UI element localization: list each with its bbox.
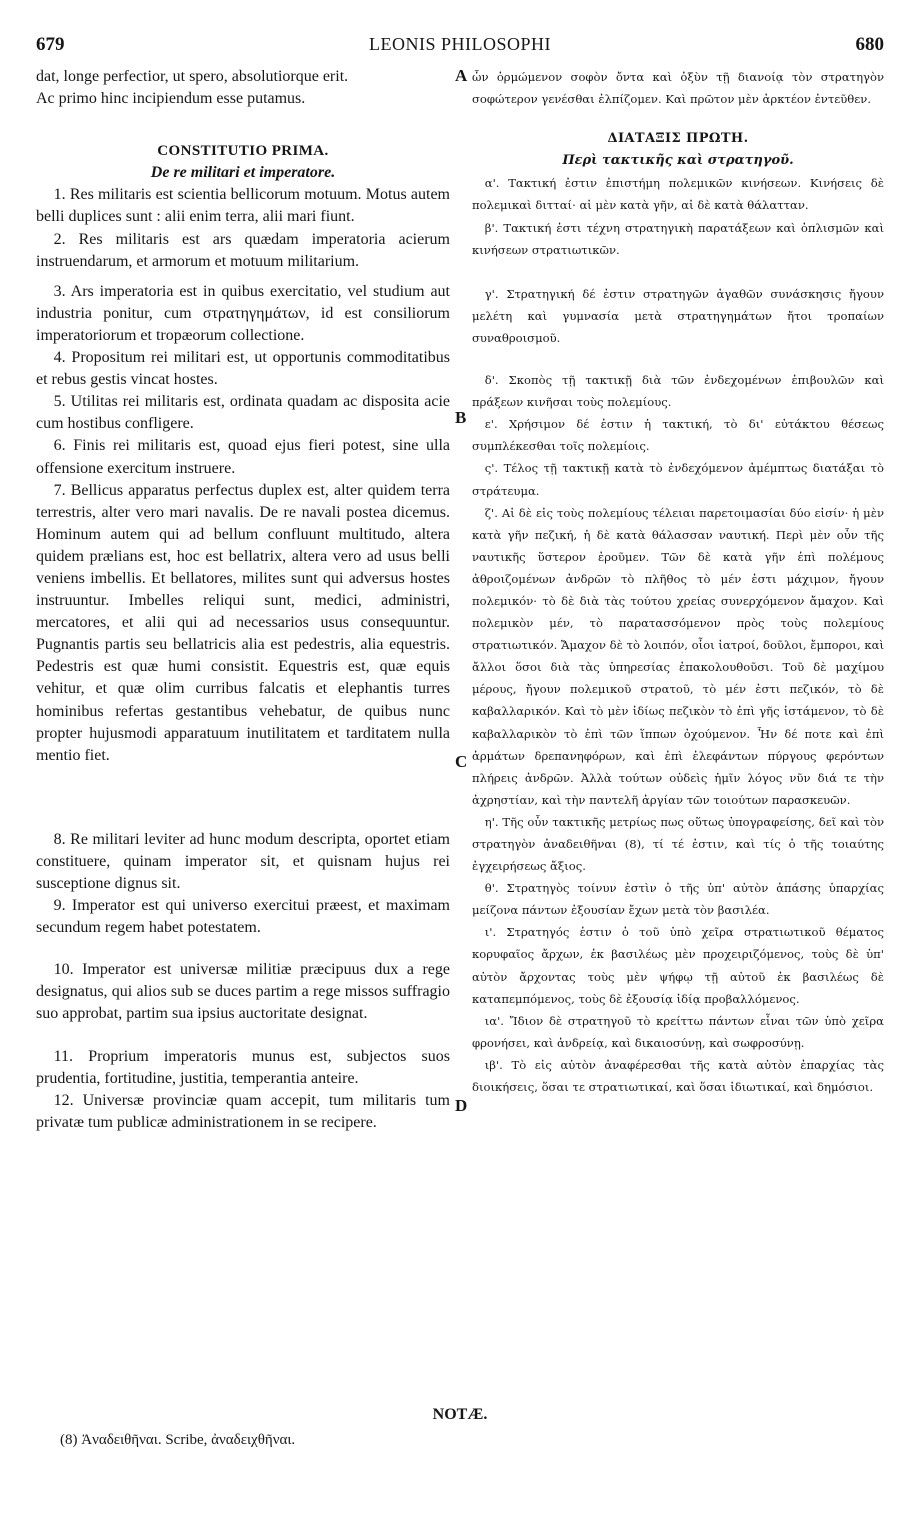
greek-paragraph-2: β'. Τακτική ἐστι τέχνη στρατηγικὴ παρατάξεων καὶ ὁπλισμῶν καὶ κινήσεων στρατιωτικῶν. [472, 220, 884, 257]
footnote-8: (8) Ἀναδειθῆναι. Scribe, ἀναδειχθῆναι. [60, 1432, 296, 1448]
greek-paragraph-10: ι'. Στρατηγός ἐστιν ὁ τοῦ ὑπὸ χεῖρα στρατιωτικοῦ θέματος κορυφαῖος ἄρχων, ἐκ βασιλέως μὲν προχειριζόμενος, τοὺς δὲ ὑπ' αὐτὸν ἄρχοντας τοὺς μὲν ψήφῳ τῇ αὐτοῦ ἐκ βασιλέως δὲ καταπεμπόμενος, τοὺς δὲ ἐξουσίᾳ ἰδίᾳ προβαλλόμενος. [472, 925, 884, 1006]
greek-column [472, 66, 884, 1098]
latin-paragraph-10: 10. Imperator est universæ militiæ præcipuus dux a rege designatus, qui alios sub se duces partim a rege missos suffragio suo approbat, partim sua ipsius auctoritate designat. [36, 961, 450, 1023]
greek-paragraph-4: δ'. Σκοπὸς τῇ τακτικῇ διὰ τῶν ἐνδεχομένων ἐπιβουλῶν καὶ πράξεων κινῆσαι τοὺς πολεμίους. [472, 373, 884, 410]
greek-paragraph-3: γ'. Στρατηγική δέ ἐστιν στρατηγῶν ἀγαθῶν συνάσκησις ἤγουν μελέτη καὶ γυμνασία μετὰ στρατηγημάτων ἤτοι τροπαίων συναθροισμοῦ. [472, 286, 884, 345]
latin-paragraph-2: 2. Res militaris est ars quædam imperatoria acierum instruendarum, et armorum et motuum militarium. [36, 230, 450, 270]
margin-letter-b: B [455, 408, 467, 427]
latin-intro-line-1: dat, longe perfectior, ut spero, absolutiorque erit. [36, 68, 349, 85]
latin-paragraph-7: 7. Bellicus apparatus perfectus duplex est, alter quidem terra terrestris, alter vero mari navalis. De re navali postea dicemus. Hominum autem qui ad bellum confluunt multitudo, altera quidem prælians est, hoc est bellatrix, altera vero ad usus belli veniens imbellis. Et bellatores, milites sunt qui adversus hostes instruuntur. Imbelles reliqui sunt, medici, administri, mercatores, et alii qui ad necessarios usus consequuntur. Pugnantis partis seu bellatricis alia est pedestris, alia equestris. Pedestris est quæ humi consistit. Equestris est, quæ equis vehitur, et quæ olim curribus falcatis et elephantis turres hominibus refertas gestantibus vehebatur, de quibus nunc propter hujusmodi apparatuum inutilitatem et tarditatem nulla mentio fiet. [36, 481, 450, 764]
page-header [36, 34, 884, 58]
latin-intro-line-2: Ac primo hinc incipiendum esse putamus. [36, 90, 306, 108]
greek-paragraph-9: θ'. Στρατηγὸς τοίνυν ἐστὶν ὁ τῆς ὑπ' αὐτὸν ἁπάσης ὑπαρχίας μείζονα πάντων ἐξουσίαν ἔχων μετὰ τὸν βασιλέα. [472, 881, 884, 918]
margin-letter-a: A [455, 66, 468, 85]
greek-intro: ὧν ὁρμώμενον σοφὸν ὄντα καὶ ὀξὺν τῇ διανοίᾳ τὸν στρατηγὸν σοφώτερον γενέσθαι ἐλπίζομεν. Καὶ πρῶτον μὲν ἀρκτέον ἐντεῦθεν. [472, 70, 884, 107]
running-title: LEONIS PHILOSOPHI [368, 34, 551, 54]
latin-paragraph-5: 5. Utilitas rei militaris est, ordinata quadam ac disposita acie cum hostibus confligere. [36, 393, 450, 433]
greek-paragraph-11: ια'. Ἴδιον δὲ στρατηγοῦ τὸ κρείττω πάντων εἶναι τῶν ὑπὸ χεῖρα φρονήσει, καὶ ἀνδρείᾳ, καὶ δικαιοσύνῃ, καὶ σωφροσύνῃ. [472, 1013, 884, 1050]
latin-paragraph-4: 4. Propositum rei militari est, ut opportunis commoditatibus et rebus gestis vincat hostes. [36, 349, 450, 389]
greek-paragraph-1: α'. Τακτική ἐστιν ἐπιστήμη πολεμικῶν κινήσεων. Κινήσεις δὲ πολεμικαὶ διτταί· αἱ μὲν κατὰ γῆν, αἱ δὲ κατὰ θάλατταν. [472, 176, 884, 213]
greek-section-heading: ΔΙΑΤΑΞΙΣ ΠΡΩΤΗ. [607, 131, 749, 147]
latin-paragraph-9: 9. Imperator est qui universo exercitui præest, et maximam secundum regem habet potestatem. [36, 897, 450, 937]
greek-paragraph-12: ιβ'. Τὸ εἰς αὐτὸν ἀναφέρεσθαι τῆς κατὰ αὐτὸν ἐπαρχίας τὰς διοικήσεις, ὅσαι τε στρατιωτικαί, καὶ ὅσαι ἰδιωτικαί, καὶ δημόσιοι. [472, 1057, 884, 1095]
page-number-right: 680 [855, 34, 884, 55]
latin-paragraph-1: 1. Res militaris est scientia bellicorum motuum. Motus autem belli duplices sunt : alii enim terra, alii mari fiunt. [36, 186, 450, 226]
latin-column [36, 66, 450, 1134]
greek-paragraph-6: ς'. Τέλος τῇ τακτικῇ κατὰ τὸ ἐνδεχόμενον ἀμέμπτως διατάξαι τὸ στράτευμα. [472, 461, 884, 498]
greek-section-subheading: Περὶ τακτικῆς καὶ στρατηγοῦ. [562, 153, 794, 169]
latin-paragraph-8: 8. Re militari leviter ad hunc modum descripta, oportet etiam constituere, quinam imperator sit, et quisnam hujus rei susceptione dignus sit. [36, 830, 450, 892]
page-number-left: 679 [36, 34, 65, 55]
notes-title: NOTÆ. [432, 1406, 488, 1423]
greek-paragraph-5: ε'. Χρήσιμον δέ ἐστιν ἡ τακτική, τὸ δι' εὐτάκτου θέσεως συμπλέκεσθαι τοῖς πολεμίοις. [472, 417, 884, 454]
latin-paragraph-6: 6. Finis rei militaris est, quoad ejus fieri potest, sine ulla offensione exercitum instruere. [36, 437, 450, 477]
greek-paragraph-8: η'. Τῆς οὖν τακτικῆς μετρίως πως οὕτως ὑπογραφείσης, δεῖ καὶ τὸν στρατηγὸν ἀναδειθῆναι (8), τί τέ ἐστιν, καὶ τίς ὁ τῆς τοιαύτης ἐγχειρήσεως ἄξιος. [472, 814, 884, 874]
margin-letter-c: C [455, 752, 468, 771]
latin-section-heading: CONSTITUTIO PRIMA. [157, 143, 329, 160]
margin-letter-d: D [455, 1096, 468, 1115]
latin-section-subheading: De re militari et imperatore. [150, 164, 336, 182]
latin-paragraph-3: 3. Ars imperatoria est in quibus exercitatio, vel studium aut industria ponitur, cum στρατηγημάτων, id est consiliorum imperatoriorum et tropæorum collectione. [36, 282, 450, 344]
latin-paragraph-12: 12. Universæ provinciæ quam accepit, tum militaris tum privatæ tum publicæ administrationem in se recipere. [36, 1091, 450, 1131]
greek-paragraph-7: ζ'. Αἱ δὲ εἰς τοὺς πολεμίους τέλειαι παρετοιμασίαι δύο εἰσίν· ἡ μὲν κατὰ γῆν πεζική, ἡ δὲ κατὰ θάλασσαν ναυτική. Περὶ μὲν οὖν τῆς ναυτικῆς ὕστερον ἐροῦμεν. Τῶν δὲ κατὰ γῆν ἐπὶ πολέμους ἀθροιζομένων ἀνδρῶν τὸ πλῆθος τὸ μέν ἐστι μάχιμον, ἤγουν πολεμικόν· τὸ δὲ διὰ τὰς τούτου χρείας συνερχόμενον ἄμαχον. Καὶ πολεμικὸν μέν, τὸ παρατασσόμενον πρὸς τοὺς πολεμίους στρατιωτικόν. Ἄμαχον δὲ τὸ λοιπόν, οἷοι ἰατροί, δοῦλοι, ἔμποροι, καὶ ἄλλοι ὅσοι διὰ τὰς ὑπηρεσίας ἐπακολουθοῦσι. Τοῦ δὲ μαχίμου μέρους, ἤγουν πολεμικοῦ στρατοῦ, τὸ μέν ἐστι πεζικόν, τὸ δὲ καβαλλαρικόν. Καὶ τὸ μὲν ἰδίως πεζικὸν τὸ ἐπὶ γῆς ἱστάμενον, τὸ δὲ καβαλλαρικὸν τὸ ἐπὶ τῶν ἵππων ὀχούμενον. Ἦν δέ ποτε καὶ ἐπὶ ἁρμάτων δρεπανηφόρων, καὶ ἐπὶ ἐλεφάντων πύργους φερόντων πλήρεις ἀνδρῶν. Ἀλλὰ τούτων οὐδεὶς ἡμῖν λόγος νῦν διά τε τὴν ἀχρηστίαν, καὶ τὴν παντελῆ ἀργίαν τῶν τοιούτων παρασκευῶν. [472, 505, 884, 807]
latin-paragraph-11: 11. Proprium imperatoris munus est, subjectos suos prudentia, fortitudine, justitia, temperantia anteire. [36, 1047, 450, 1087]
